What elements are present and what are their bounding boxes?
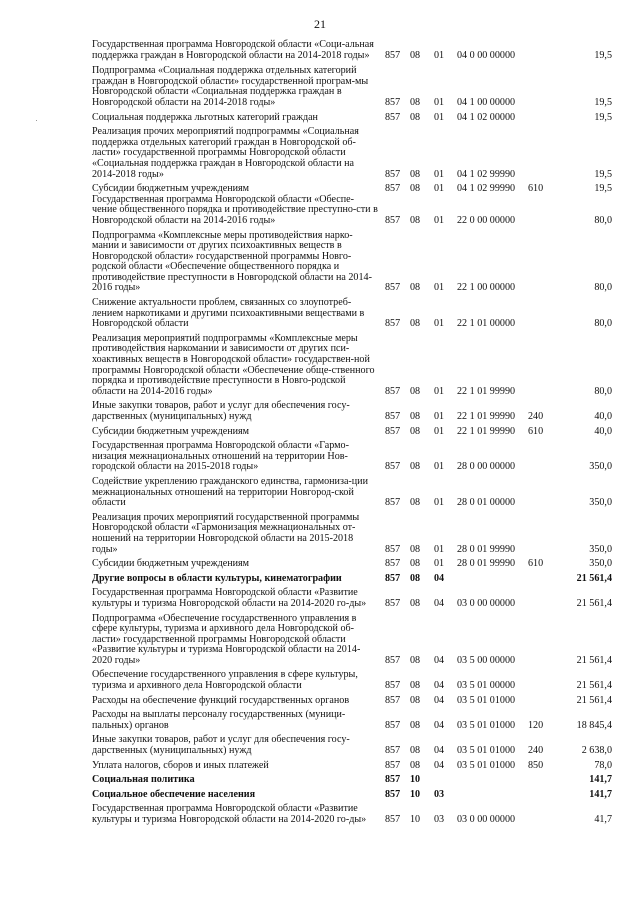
cell-csr: 04 1 02 00000 — [457, 111, 516, 123]
cell-pr: 04 — [434, 654, 445, 666]
cell-vr: 850 — [528, 759, 544, 771]
cell-pr: 01 — [434, 282, 445, 294]
cell-ved: 857 — [385, 49, 401, 61]
cell-rz: 08 — [410, 282, 421, 294]
table-row — [92, 195, 612, 227]
cell-rz: 08 — [410, 759, 421, 771]
cell-rz: 08 — [410, 168, 421, 180]
cell-rz: 08 — [410, 411, 421, 422]
table-row — [92, 334, 612, 398]
table-row — [92, 710, 612, 731]
cell-rz: 08 — [410, 680, 421, 692]
cell-ved: 857 — [385, 759, 401, 771]
cell-csr: 03 5 01 01000 — [457, 719, 516, 731]
cell-ved: 857 — [385, 168, 401, 180]
cell-sum: 19,5 — [594, 183, 612, 195]
cell-name: Другие вопросы в области культуры, кинематографии — [92, 572, 342, 584]
cell-pr: 04 — [434, 745, 445, 757]
cell-name: Содействие укреплению гражданского единства, гармониза-ции межнациональных отношений на территории Новгород-ской области — [92, 475, 368, 509]
cell-name: Подпрограмма «Обеспечение государственного управления в сфере культуры, туризма и архивного дела Новгородской об-ласти» государственной программы Новгородской области «Развитие культуры и туризма Новгородской области на 2014-2020 годы» — [92, 612, 361, 666]
cell-csr: 22 1 01 99990 — [457, 425, 516, 437]
cell-ved: 857 — [385, 183, 401, 195]
table-row — [92, 559, 612, 570]
table-row — [92, 804, 612, 825]
cell-ved: 857 — [385, 461, 401, 473]
cell-name: Иные закупки товаров, работ и услуг для обеспечения госу-дарственных (муниципальных) нужд — [92, 734, 350, 757]
cell-pr: 01 — [434, 461, 445, 473]
cell-rz: 10 — [410, 814, 421, 825]
cell-ved: 857 — [385, 745, 401, 757]
cell-csr: 22 1 01 00000 — [457, 318, 516, 330]
cell-ved: 857 — [385, 318, 401, 330]
cell-csr: 03 0 00 00000 — [457, 814, 516, 825]
cell-pr: 01 — [434, 49, 445, 61]
cell-ved: 857 — [385, 543, 401, 555]
cell-rz: 08 — [410, 318, 421, 330]
cell-ved: 857 — [385, 497, 401, 509]
cell-csr: 04 0 00 00000 — [457, 49, 516, 61]
cell-csr: 28 0 01 99990 — [457, 543, 516, 555]
table-row — [92, 696, 612, 707]
cell-pr: 04 — [434, 694, 445, 706]
cell-name: Социальная политика — [92, 774, 195, 786]
cell-rz: 08 — [410, 96, 421, 108]
cell-rz: 08 — [410, 183, 421, 195]
cell-pr: 01 — [434, 183, 445, 195]
cell-csr: 04 1 00 00000 — [457, 96, 516, 108]
scan-speck — [36, 120, 37, 121]
cell-rz: 08 — [410, 497, 421, 509]
table-row — [92, 574, 612, 585]
cell-ved: 857 — [385, 597, 401, 609]
table-row — [92, 427, 612, 438]
cell-vr: 120 — [528, 719, 544, 731]
cell-csr: 03 0 00 00000 — [457, 597, 516, 609]
cell-csr: 03 5 01 01000 — [457, 759, 516, 771]
cell-sum: 350,0 — [589, 461, 612, 473]
cell-ved: 857 — [385, 774, 401, 786]
cell-rz: 08 — [410, 572, 421, 584]
cell-pr: 01 — [434, 411, 445, 422]
cell-sum: 21 561,4 — [576, 694, 612, 706]
cell-pr: 03 — [434, 814, 445, 825]
cell-ved: 857 — [385, 411, 401, 422]
cell-pr: 01 — [434, 543, 445, 555]
cell-csr: 03 5 01 00000 — [457, 680, 516, 692]
cell-rz: 08 — [410, 425, 421, 437]
cell-csr: 03 5 01 01000 — [457, 745, 516, 757]
cell-csr: 22 0 00 00000 — [457, 214, 516, 226]
table-row — [92, 775, 612, 786]
cell-csr: 22 1 01 99990 — [457, 385, 516, 397]
cell-pr: 01 — [434, 111, 445, 123]
cell-csr: 22 1 01 99990 — [457, 411, 516, 422]
cell-sum: 19,5 — [594, 49, 612, 61]
cell-name: Уплата налогов, сборов и иных платежей — [92, 759, 269, 771]
cell-name: Реализация мероприятий подпрограммы «Комплексные меры противодействия наркомании и зависимости от других пси-хоактивных веществ в Новгородской области» государствен-ной программы Новгородской области «Обеспечение обще-ственного порядка и противодействие преступности в Новго-родской области на 2014-2016 годы» — [92, 332, 375, 397]
table-row — [92, 113, 612, 124]
cell-pr: 04 — [434, 597, 445, 609]
cell-sum: 41,7 — [594, 814, 612, 825]
table-row — [92, 670, 612, 691]
cell-name: Субсидии бюджетным учреждениям — [92, 183, 250, 195]
table-row — [92, 127, 612, 180]
table-row — [92, 231, 612, 295]
cell-rz: 08 — [410, 543, 421, 555]
table-row — [92, 588, 612, 609]
cell-sum: 78,0 — [594, 759, 612, 771]
table-row — [92, 477, 612, 509]
cell-sum: 80,0 — [594, 318, 612, 330]
cell-vr: 610 — [528, 425, 544, 437]
cell-name: Субсидии бюджетным учреждениям — [92, 425, 250, 437]
cell-rz: 08 — [410, 49, 421, 61]
cell-sum: 21 561,4 — [576, 680, 612, 692]
table-row — [92, 298, 612, 330]
cell-ved: 857 — [385, 558, 401, 570]
cell-csr: 04 1 02 99990 — [457, 168, 516, 180]
cell-pr: 04 — [434, 680, 445, 692]
cell-rz: 10 — [410, 788, 421, 800]
cell-ved: 857 — [385, 214, 401, 226]
cell-name: Снижение актуальности проблем, связанных со злоупотреб-лением наркотиками и другими психоактивными веществами в Новгородской области — [92, 297, 365, 330]
cell-vr: 240 — [528, 411, 544, 422]
cell-ved: 857 — [385, 654, 401, 666]
cell-name: Государственная программа Новгородской области «Гармо-низация межнациональных отношений на территории Нов-городской области на 2015-2018 годы» — [92, 440, 349, 473]
cell-sum: 40,0 — [594, 411, 612, 422]
cell-sum: 80,0 — [594, 385, 612, 397]
cell-ved: 857 — [385, 96, 401, 108]
cell-sum: 80,0 — [594, 282, 612, 294]
cell-csr: 04 1 02 99990 — [457, 183, 516, 195]
cell-csr: 28 0 01 00000 — [457, 497, 516, 509]
cell-sum: 21 561,4 — [576, 572, 612, 584]
cell-rz: 08 — [410, 558, 421, 570]
cell-sum: 80,0 — [594, 214, 612, 226]
cell-rz: 08 — [410, 385, 421, 397]
table-row — [92, 513, 612, 555]
cell-sum: 21 561,4 — [576, 597, 612, 609]
cell-ved: 857 — [385, 385, 401, 397]
cell-pr: 01 — [434, 168, 445, 180]
table-row — [92, 790, 612, 801]
cell-name: Подпрограмма «Комплексные меры противодействия нарко-мании и зависимости от других психоактивных веществ в Новгородской области» государственной программы Новго-родской области «Обеспечение общественного порядка и противодействие преступности в Новгородской области на 2014-2016 годы» — [92, 229, 372, 294]
cell-sum: 141,7 — [589, 788, 612, 800]
cell-ved: 857 — [385, 719, 401, 731]
cell-vr: 610 — [528, 558, 544, 570]
cell-vr: 610 — [528, 183, 544, 195]
cell-pr: 01 — [434, 497, 445, 509]
cell-sum: 141,7 — [589, 774, 612, 786]
cell-ved: 857 — [385, 282, 401, 294]
cell-ved: 857 — [385, 788, 401, 800]
cell-pr: 03 — [434, 788, 445, 800]
cell-name: Государственная программа Новгородской области «Развитие культуры и туризма Новгородской области на 2014-2020 го-ды» — [92, 587, 367, 609]
cell-sum: 350,0 — [589, 497, 612, 509]
cell-sum: 19,5 — [594, 168, 612, 180]
cell-sum: 19,5 — [594, 96, 612, 108]
cell-pr: 01 — [434, 96, 445, 108]
cell-rz: 08 — [410, 461, 421, 473]
cell-rz: 08 — [410, 694, 421, 706]
cell-pr: 01 — [434, 318, 445, 330]
cell-name: Государственная программа Новгородской области «Развитие культуры и туризма Новгородской области на 2014-2020 го-ды» — [92, 803, 367, 825]
cell-pr: 01 — [434, 385, 445, 397]
table-row — [92, 401, 612, 422]
cell-pr: 01 — [434, 425, 445, 437]
cell-pr: 04 — [434, 719, 445, 731]
cell-pr: 01 — [434, 558, 445, 570]
cell-name: Расходы на выплаты персоналу государственных (муници-пальных) органов — [92, 709, 346, 731]
cell-name: Государственная программа Новгородской области «Обеспе-чение общественного порядка и противодействие преступно-сти в Новгородской области на 2014-2016 годы» — [92, 193, 378, 226]
cell-ved: 857 — [385, 680, 401, 692]
cell-name: Реализация прочих мероприятий государственной программы Новгородской области «Гармонизация межнациональных от-ношений на территории Новгородской области на 2015-2018 годы» — [92, 511, 360, 555]
cell-sum: 19,5 — [594, 111, 612, 123]
cell-rz: 08 — [410, 745, 421, 757]
page-number: 21 — [314, 17, 326, 31]
budget-table — [92, 40, 612, 826]
cell-name: Государственная программа Новгородской области «Соци-альная поддержка граждан в Новгородской области на 2014-2018 годы» — [92, 39, 374, 61]
table-row — [92, 66, 612, 108]
cell-name: Обеспечение государственного управления в сфере культуры, туризма и архивного дела Новгородской области — [92, 669, 358, 692]
cell-sum: 350,0 — [589, 543, 612, 555]
cell-csr: 28 0 00 00000 — [457, 461, 516, 473]
table-row — [92, 735, 612, 756]
cell-csr: 03 5 01 01000 — [457, 694, 516, 706]
cell-pr: 01 — [434, 214, 445, 226]
cell-pr: 04 — [434, 759, 445, 771]
cell-sum: 18 845,4 — [576, 719, 612, 731]
table-row — [92, 441, 612, 473]
cell-sum: 2 638,0 — [581, 745, 612, 757]
cell-rz: 08 — [410, 111, 421, 123]
cell-name: Социальное обеспечение населения — [92, 788, 256, 800]
cell-ved: 857 — [385, 572, 401, 584]
cell-vr: 240 — [528, 745, 544, 757]
table-row — [92, 614, 612, 667]
cell-ved: 857 — [385, 694, 401, 706]
cell-ved: 857 — [385, 814, 401, 825]
cell-rz: 08 — [410, 654, 421, 666]
cell-rz: 08 — [410, 719, 421, 731]
cell-name: Иные закупки товаров, работ и услуг для обеспечения госу-дарственных (муниципальных) нужд — [92, 400, 350, 422]
cell-ved: 857 — [385, 111, 401, 123]
cell-sum: 350,0 — [589, 558, 612, 570]
cell-csr: 03 5 00 00000 — [457, 654, 516, 666]
cell-name: Расходы на обеспечение функций государственных органов — [92, 694, 350, 706]
cell-csr: 28 0 01 99990 — [457, 558, 516, 570]
cell-rz: 08 — [410, 597, 421, 609]
cell-sum: 21 561,4 — [576, 654, 612, 666]
table-row — [92, 40, 612, 61]
cell-name: Социальная поддержка льготных категорий граждан — [92, 111, 318, 123]
cell-rz: 08 — [410, 214, 421, 226]
cell-sum: 40,0 — [594, 425, 612, 437]
cell-pr: 04 — [434, 572, 445, 584]
cell-name: Подпрограмма «Социальная поддержка отдельных категорий граждан в Новгородской области» государственной програм-мы Новгородской области «Социальная поддержка граждан в Новгородской области на 2014-2018 годы» — [92, 65, 369, 108]
cell-name: Субсидии бюджетным учреждениям — [92, 558, 250, 570]
cell-csr: 22 1 00 00000 — [457, 282, 516, 294]
cell-rz: 10 — [410, 774, 421, 786]
table-row — [92, 761, 612, 772]
cell-ved: 857 — [385, 425, 401, 437]
cell-name: Реализация прочих мероприятий подпрограммы «Социальная поддержка отдельных категорий граждан в Новгородской об-ласти» государственной программы Новгородской области «Социальная поддержка граждан в Новгородской области на 2014-2018 годы» — [92, 126, 359, 180]
